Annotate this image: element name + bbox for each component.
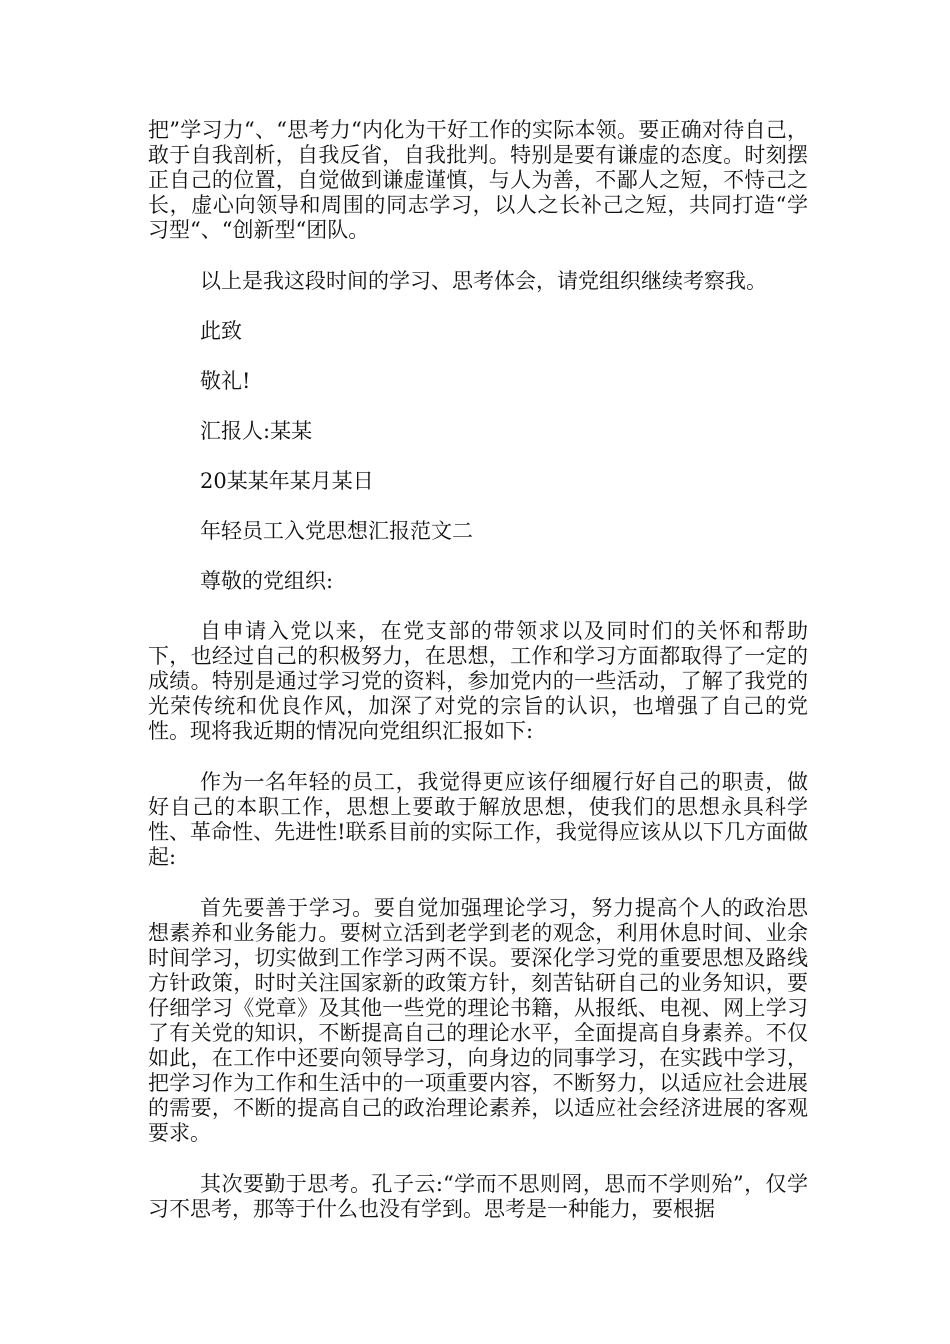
paragraph-intro: 自申请入党以来，在党支部的带领求以及同时们的关怀和帮助下，也经过自己的积极努力，在思想，工作和学习方面都取得了一定的成绩。特别是通过学习党的资料，参加党内的一些活动，了解了我党的光荣传统和优良作风，加深了对党的宗旨的认识，也增强了自己的党性。现将我近期的情况向党组织汇报如下: bbox=[148, 619, 808, 743]
paragraph-study: 首先要善于学习。要自觉加强理论学习，努力提高个人的政治思想素养和业务能力。要树立活到老学到老的观念，利用休息时间、业余时间学习，切实做到工作学习两不误。要深化学习党的重要思想及路线方针政策，时时关注国家新的政策方针，刻苦钻研自己的业务知识，要仔细学习《党章》及其他一些党的理论书籍，从报纸、电视、网上学习了有关党的知识，不断提高自己的理论水平，全面提高自身素养。不仅如此，在工作中还要向领导学习，向身边的同事学习，在实践中学习，把学习作为工作和生活中的一项重要内容，不断努力，以适应社会进展的需要，不断的提高自己的政治理论素养，以适应社会经济进展的客观要求。 bbox=[148, 896, 808, 1145]
salutation-jingli: 敬礼! bbox=[200, 369, 251, 393]
report-date: 20某某年某月某日 bbox=[200, 469, 374, 493]
salutation-cizhi: 此致 bbox=[200, 319, 242, 343]
paragraph-closing-statement: 以上是我这段时间的学习、思考体会，请党组织继续考察我。 bbox=[200, 269, 767, 293]
paragraph-duty: 作为一名年轻的员工，我觉得更应该仔细履行好自己的职责，做好自己的本职工作，思想上要敢于解放思想，使我们的思想永具科学性、革命性、先进性!联系目前的实际工作，我觉得应该从以下几方面做起: bbox=[148, 770, 808, 869]
document-page bbox=[148, 118, 808, 1248]
greeting: 尊敬的党组织: bbox=[200, 569, 334, 593]
paragraph-thinking: 其次要勤于思考。孔子云:“学而不思则罔，思而不学则殆”，仅学习不思考，那等于什么也没有学到。思考是一种能力，要根据 bbox=[148, 1172, 808, 1221]
section-title: 年轻员工入党思想汇报范文二 bbox=[200, 519, 473, 543]
reporter-name: 汇报人:某某 bbox=[200, 419, 313, 443]
paragraph-continuation: 把”学习力“、“思考力“内化为干好工作的实际本领。要正确对待自己，敢于自我剖析，自我反省，自我批判。特别是要有谦虚的态度。时刻摆正自己的位置，自觉做到谦虚谨慎，与人为善，不鄙人之短，不恃己之长，虚心向领导和周围的同志学习，以人之长补己之短，共同打造“学习型“、“创新型“团队。 bbox=[148, 118, 808, 242]
